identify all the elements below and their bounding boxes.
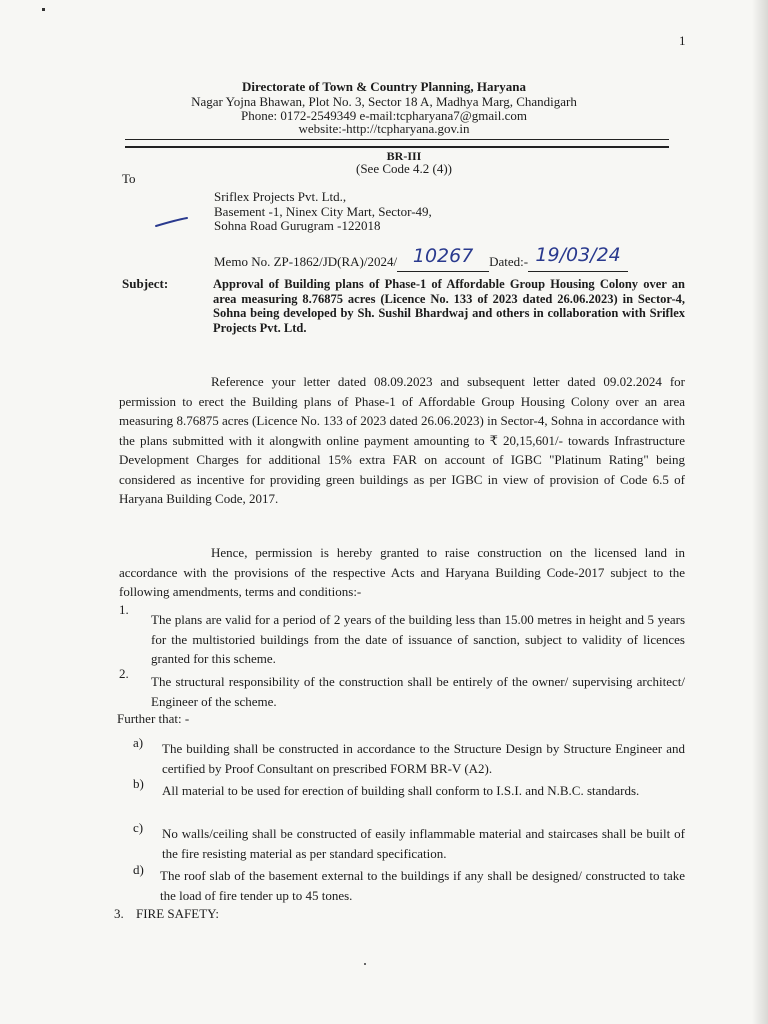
memo-number-field bbox=[397, 245, 489, 272]
memo-prefix: Memo No. ZP-1862/JD(RA)/2024/ bbox=[214, 254, 398, 269]
subcondition-c-text: No walls/ceiling shall be constructed of easily inflammable material and staircases shall be built of the fire resisting material as per standard specification. bbox=[162, 826, 685, 861]
recipient-address-line1: Basement -1, Ninex City Mart, Sector-49, bbox=[214, 204, 432, 219]
header-website: website:-http://tcpharyana.gov.in bbox=[298, 121, 470, 136]
section-3-number: 3. bbox=[114, 906, 124, 921]
header-rule-bottom bbox=[125, 146, 669, 148]
subcondition-c-number: c) bbox=[133, 820, 144, 835]
pen-mark bbox=[154, 215, 190, 229]
page-number: 1 bbox=[679, 33, 686, 48]
to-label: To bbox=[122, 171, 136, 186]
condition-2-text: The structural responsibility of the construction shall be entirely of the owner/ supervising architect/ Engineer of the scheme. bbox=[151, 674, 685, 709]
condition-1-text: The plans are valid for a period of 2 years of the building less than 15.00 metres in height and 5 years for the multistoried buildings from the date of issuance of sanction, subject to validity of licences granted for this scheme. bbox=[151, 612, 685, 666]
memo-date-handwritten: 19/03/24 bbox=[535, 244, 621, 266]
subcondition-d-text: The roof slab of the basement external to the buildings if any shall be designed/ constructed to take the load of fire tender up to 45 tones. bbox=[160, 868, 685, 903]
header-rule-top bbox=[125, 139, 669, 140]
body-paragraph-2: Hence, permission is hereby granted to raise construction on the licensed land in accordance with the provisions of the respective Acts and Haryana Building Code-2017 subject to the following amendments, terms and conditions:- bbox=[119, 545, 685, 599]
memo-number-handwritten: 10267 bbox=[412, 245, 474, 267]
header-title: Directorate of Town & Country Planning, Haryana bbox=[242, 79, 526, 94]
recipient-address-line2: Sohna Road Gurugram -122018 bbox=[214, 218, 381, 233]
see-code: (See Code 4.2 (4)) bbox=[355, 161, 453, 176]
memo-dated-label: Dated:- bbox=[489, 254, 529, 269]
memo-line bbox=[214, 244, 628, 272]
subcondition-a-text: The building shall be constructed in accordance to the Structure Design by Structure Engineer and certified by Proof Consultant on prescribed FORM BR-V (A2). bbox=[162, 741, 685, 776]
subcondition-b-text: All material to be used for erection of building shall conform to I.S.I. and N.B.C. standards. bbox=[162, 783, 640, 798]
form-code: BR-III bbox=[386, 149, 422, 163]
further-label: Further that: - bbox=[117, 711, 190, 726]
subcondition-b-number: b) bbox=[133, 776, 144, 791]
subject-label: Subject: bbox=[122, 276, 169, 291]
header-address: Nagar Yojna Bhawan, Plot No. 3, Sector 18 A, Madhya Marg, Chandigarh bbox=[191, 94, 577, 109]
memo-date-field bbox=[528, 244, 628, 272]
subcondition-d-number: d) bbox=[133, 862, 144, 877]
subject-text: Approval of Building plans of Phase-1 of Affordable Group Housing Colony over an area measuring 8.76875 acres (Licence No. 133 of 2023 dated 26.06.2023) in Sector-4, Sohna being developed by Sh. Sushil Bhardwaj and others in collaboration with Sriflex Projects Pvt. Ltd. bbox=[213, 277, 685, 335]
recipient-name: Sriflex Projects Pvt. Ltd., bbox=[214, 189, 347, 204]
section-3-heading: FIRE SAFETY: bbox=[136, 906, 219, 921]
scan-speck bbox=[42, 8, 45, 11]
body-paragraph-1: Reference your letter dated 08.09.2023 and subsequent letter dated 09.02.2024 for permission to erect the Building plans of Phase-1 of Affordable Group Housing Colony over an area measuring 8.76875 acres (Licence No. 133 of 2023 dated 26.06.2023) in Sector-4, Sohna in accordance with the plans submitted with it alongwith online payment amounting to ₹ 20,15,601/- towards Infrastructure Development Charges for additional 15% extra FAR on account of IGBC "Platinum Rating" being considered as incentive for providing green buildings as per IGBC in view of provision of Code 6.5 of Haryana Building Code, 2017. bbox=[119, 374, 685, 506]
header-phone: Phone: 0172-2549349 e-mail:tcpharyana7@gmail.com bbox=[241, 108, 527, 123]
subcondition-a-number: a) bbox=[133, 735, 144, 750]
condition-2-number: 2. bbox=[119, 666, 129, 681]
scan-dot bbox=[364, 963, 366, 965]
condition-1-number: 1. bbox=[119, 602, 129, 617]
